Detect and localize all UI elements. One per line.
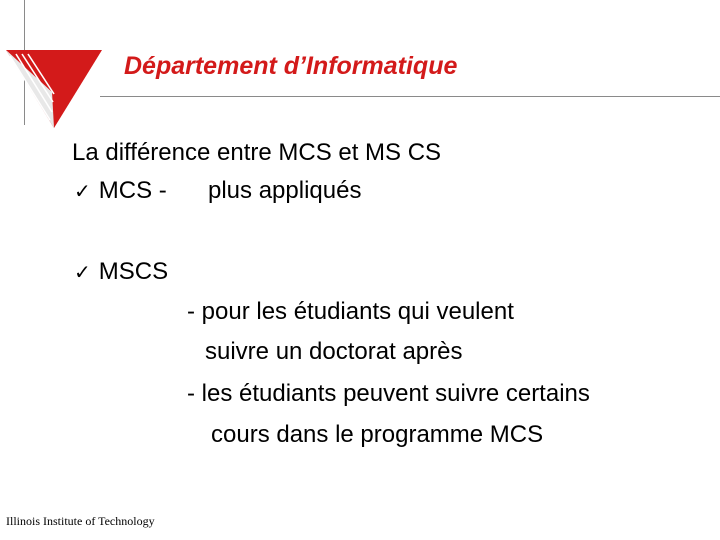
mscs-detail-line: - les étudiants peuvent suivre certains <box>187 380 590 407</box>
bullet-mcs <box>74 179 167 203</box>
bullet-mscs <box>74 260 168 284</box>
horizontal-rule <box>100 96 720 97</box>
checkmark-icon: ✓ <box>74 260 91 284</box>
bullet-mcs-label: MCS - <box>98 177 167 204</box>
iit-logo-icon <box>4 44 104 130</box>
department-title: Département d’Informatique <box>124 52 458 80</box>
checkmark-icon: ✓ <box>74 179 91 203</box>
mscs-detail-line: cours dans le programme MCS <box>211 421 544 448</box>
institution-footer: Illinois Institute of Technology <box>6 514 155 528</box>
bullet-mcs-detail: plus appliqués <box>208 177 362 204</box>
mscs-detail-line: suivre un doctorat après <box>205 338 463 365</box>
mscs-detail-line: - pour les étudiants qui veulent <box>187 298 514 325</box>
bullet-mscs-label: MSCS <box>98 258 169 285</box>
slide-heading: La différence entre MCS et MS CS <box>72 139 442 166</box>
